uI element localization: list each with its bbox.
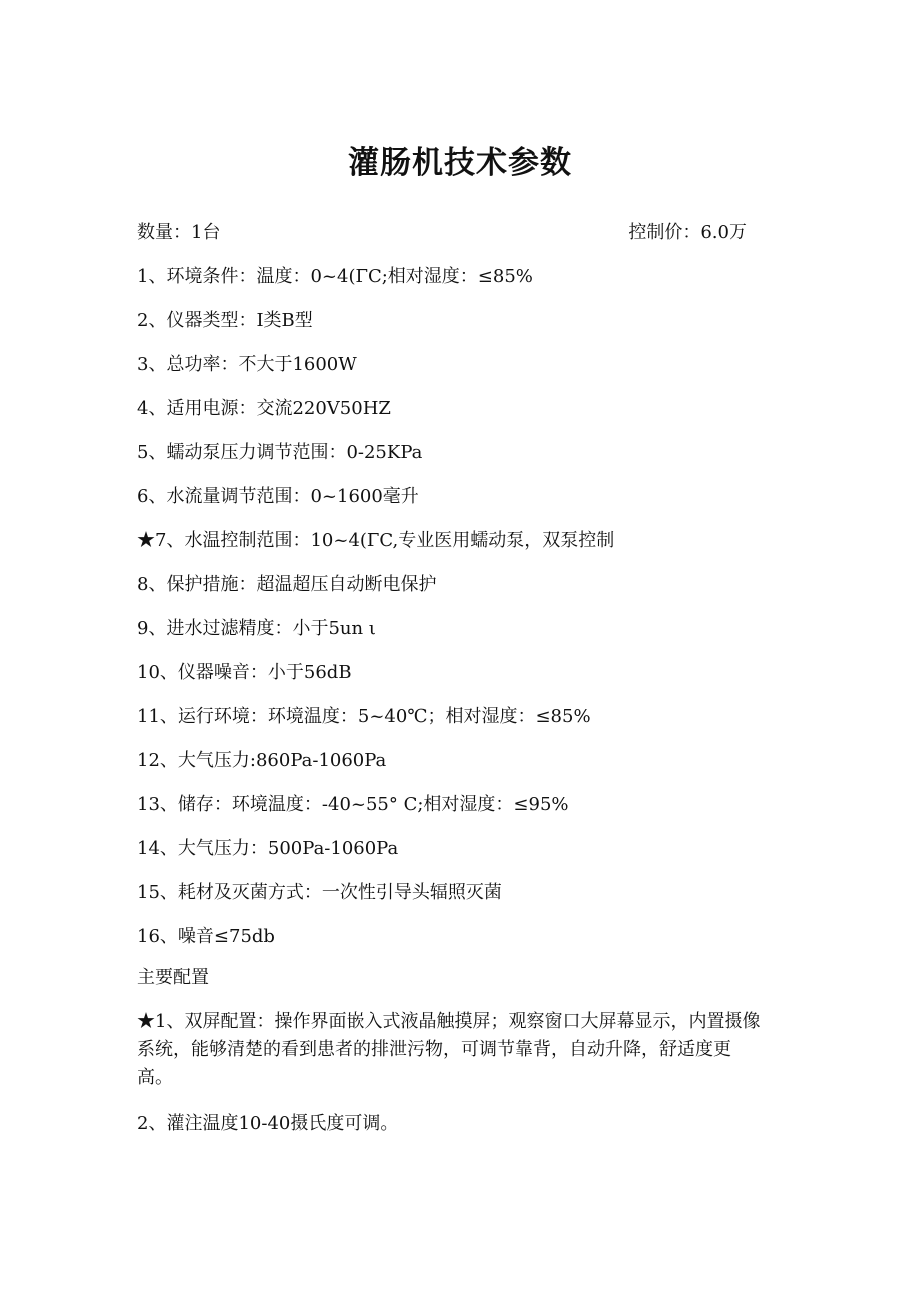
specification-item-3: 3、总功率：不大于1600W <box>137 354 357 375</box>
configuration-item-1: ★1、双屏配置：操作界面嵌入式液晶触摸屏；观察窗口大屏幕显示，内置摄像系统，能够清楚的看到患者的排泄污物，可调节靠背，自动升降，舒适度更高。 <box>137 1011 761 1088</box>
specification-item-5: 5、蠕动泵压力调节范围：0-25KPa <box>137 442 423 463</box>
specification-item-11: 11、运行环境：环境温度：5~40℃；相对湿度：≤85% <box>137 706 591 727</box>
configuration-item-2: 2、灌注温度10-40摄氏度可调。 <box>137 1113 399 1134</box>
specification-item-15: 15、耗材及灭菌方式：一次性引导头辐照灭菌 <box>137 882 502 903</box>
specification-item-8: 8、保护措施：超温超压自动断电保护 <box>137 574 437 595</box>
specification-item-10: 10、仪器噪音：小于56dB <box>137 662 352 683</box>
main-configuration-heading: 主要配置 <box>137 967 209 988</box>
control-price-text: 控制价：6.0万 <box>628 222 747 243</box>
main-configuration-list <box>137 1008 762 1156</box>
specification-item-9: 9、进水过滤精度：小于5un ι <box>137 618 376 639</box>
specification-item-2: 2、仪器类型：I类B型 <box>137 310 313 331</box>
specification-item-16: 16、噪音≤75db <box>137 926 275 947</box>
quantity-text: 数量：1台 <box>137 222 221 243</box>
specification-item-6: 6、水流量调节范围：0~1600毫升 <box>137 486 419 507</box>
document-title: 灌肠机技术参数 <box>348 144 572 181</box>
specification-item-1: 1、环境条件：温度：0~4(ΓC;相对湿度：≤85% <box>137 266 533 287</box>
specification-item-7: ★7、水温控制范围：10~4(ΓC,专业医用蠕动泵，双泵控制 <box>137 530 615 551</box>
specification-item-13: 13、储存：环境温度：-40~55° C;相对湿度：≤95% <box>137 794 569 815</box>
specification-item-14: 14、大气压力：500Pa-1060Pa <box>137 838 399 859</box>
quantity-price-row <box>137 218 747 248</box>
technical-specifications-list <box>137 262 767 966</box>
specification-item-12: 12、大气压力:860Pa-1060Pa <box>137 750 387 771</box>
specification-item-4: 4、适用电源：交流220V50HZ <box>137 398 391 419</box>
